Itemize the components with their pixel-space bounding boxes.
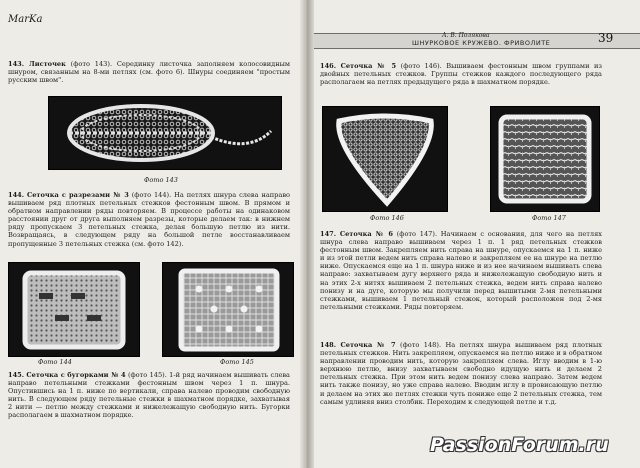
paragraph-147: 147. Сеточка № 6 (фото 147). Начинаем с основания, для чего на петлях шнура слева направо вышиваем через 1 п. 1 ряд петельных стежков фестонным швом. Закрепляем нить справа на шнуре, опускаемся на 1 п. ниже и из этой петли ведем нить справа налево и закрепляем ее на шнуре на петлю ниже. Опускаемся еще на 1 п. шнура ниже и из нее начинаем вышивать слева направо: захватываем дугу верхнего ряда и нижележащую свободную нить и на этих 2-х нитях вышиваем 2 петельных стежка, ведем нить справа налево понизу и на дуге, которую мы получили перед вышитыми 2-мя петельными стежками, вышиваем 1 петельный стежок, который расположен под 2-мя петельными стежками. Ряды повторяем.: [320, 230, 602, 311]
photo-144: [8, 262, 140, 357]
watermark-marka: MarKa: [8, 14, 43, 25]
caption-145: Фото 145: [220, 358, 254, 366]
header-title: ШНУРКОВОЕ КРУЖЕВО. ФРИВОЛИТЕ: [412, 39, 551, 47]
page-number: 39: [598, 31, 614, 45]
paragraph-143: 143. Листочек (фото 143). Серединку листочка заполняем колосовидным шнуром, связанным на 8-ми петлях (см. фото 6). Шнуры соединяем "простым русским швом".: [8, 60, 290, 85]
site-watermark: PassionForum.ru: [430, 434, 609, 456]
caption-147: Фото 147: [532, 214, 566, 222]
caption-143: Фото 143: [144, 176, 178, 184]
photo-143: [48, 96, 282, 170]
paragraph-144: 144. Сеточка с разрезами № 3 (фото 144). На петлях шнура слева направо вышиваем ряд плотных петельных стежков фестонным швом. В прямом и обратном направлении ряды повторяем. В процессе работы на одинаковом расстоянии друг от друга выполняем разрезы, которые делаем так: в нижнем ряду пропускаем 3 петельных стежка, делая большую петлю из нити. Возвращаясь, в следующем ряду на большой петле восстанавливаем пропущенные 3 петельных стежка (см. фото 142).: [8, 191, 291, 248]
left-page: [0, 0, 302, 468]
header-author: А. В. Полякова: [442, 32, 490, 39]
paragraph-145: 145. Сеточка с бугорками № 4 (фото 145). 1-й ряд начинаем вышивать слева направо петельными стежками фестонным швом через 1 п. шнура. Опустившись на 1 п. ниже по вертикали, справа налево проводим свободную нить. В следующем ряду петельные стежки в шахматном порядке, захватывая 2 нити — петлю между стежками и нижележащую свободную нить. Бугорки располагаем в шахматном порядке.: [8, 371, 290, 420]
paragraph-146: 146. Сеточка № 5 (фото 146). Вышиваем фестонным швом группами из двойных петельных стежков. Группы стежков каждого последующего ряда располагаем на петлях предыдущего ряда в шахматном порядке.: [320, 62, 602, 87]
right-page: [314, 0, 640, 468]
paragraph-148: 148. Сеточка № 7 (фото 148). На петлях шнура вышиваем ряд плотных петельных стежков. Нить закрепляем, опускаемся на петлю ниже и в обратном направлении проводим нить, которую закрепляем слева. Иглу вводим в 1-ю верхнюю петлю, внизу захватываем свободно идущую нить и делаем 2 петельных стежка. При этом нить ведем понизу слева направо. Затем ведем нить также понизу, но уже справа налево. Вводим иглу в провисающую петлю и делаем на этих же петлях стежки чуть пониже еще 2 петельных стежка, тем самым удлиняя вниз столбик. Переходим к следующей петле и т.д.: [320, 341, 602, 406]
book-gutter: [300, 0, 314, 468]
photo-145: [162, 262, 294, 357]
caption-144: Фото 144: [38, 358, 72, 366]
caption-146: Фото 146: [370, 214, 404, 222]
photo-147: [490, 106, 600, 212]
photo-146: [322, 106, 448, 212]
